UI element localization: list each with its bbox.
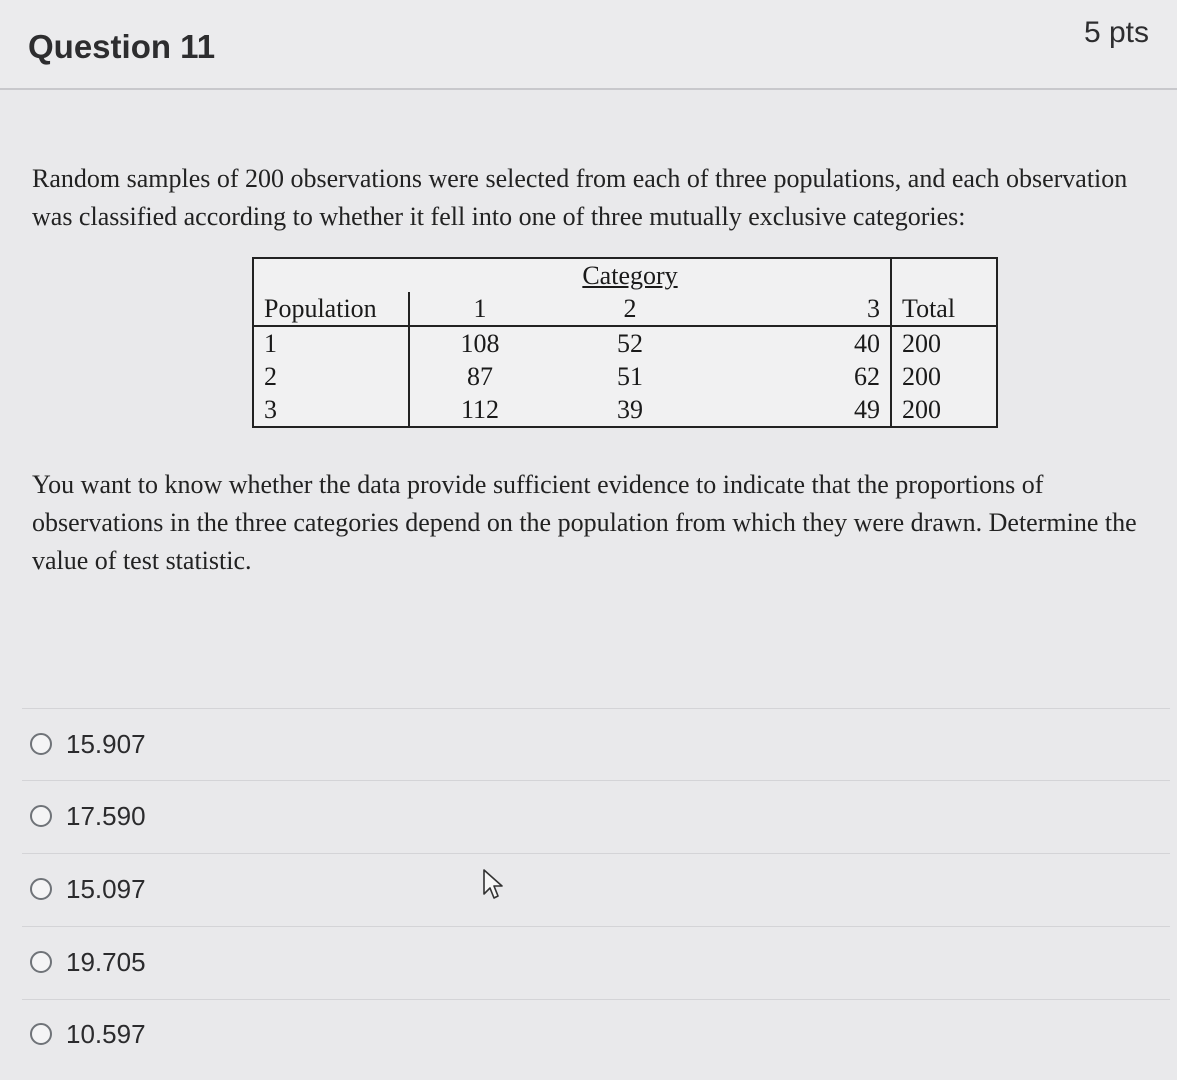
column-header-3: 3	[710, 292, 891, 326]
radio-button[interactable]	[30, 1023, 52, 1045]
table-row: 2 87 51 62 200	[253, 360, 997, 393]
population-header: Population	[253, 292, 409, 326]
divider	[22, 780, 1170, 781]
answer-option-label: 19.705	[66, 946, 146, 977]
question-prompt-intro: Random samples of 200 observations were selected from each of three populations, and each observation was classified according to whether it fell into one of three mutually exclusive categories:	[32, 164, 1128, 231]
answer-option-2[interactable]	[30, 796, 146, 836]
answer-option-3[interactable]	[30, 869, 146, 909]
contingency-table	[252, 257, 998, 428]
category-header: Category	[582, 261, 678, 290]
question-prompt-task: You want to know whether the data provide sufficient evidence to indicate that the proportions of observations in the three categories depend on the population from which they were drawn. Determine the value of test statistic.	[32, 470, 1137, 575]
mouse-pointer-icon	[482, 868, 508, 902]
column-header-1: 1	[409, 292, 550, 326]
answer-option-label: 10.597	[66, 1018, 146, 1049]
question-title: Question 11	[28, 28, 216, 65]
divider	[22, 999, 1170, 1000]
answer-option-label: 17.590	[66, 800, 146, 831]
radio-button[interactable]	[30, 951, 52, 973]
question-header	[0, 0, 1177, 90]
radio-button[interactable]	[30, 733, 52, 755]
answer-option-label: 15.097	[66, 873, 146, 904]
table-corner	[253, 258, 409, 292]
answer-option-4[interactable]	[30, 942, 146, 982]
radio-button[interactable]	[30, 805, 52, 827]
table-row: 3 112 39 49 200	[253, 393, 997, 427]
table-row: 1 108 52 40 200	[253, 326, 997, 360]
total-header: Total	[891, 292, 997, 326]
column-header-2: 2	[550, 292, 710, 326]
answer-option-label: 15.907	[66, 728, 146, 759]
radio-button[interactable]	[30, 878, 52, 900]
divider	[22, 708, 1170, 709]
divider	[22, 853, 1170, 854]
answer-option-5[interactable]	[30, 1014, 146, 1054]
divider	[22, 926, 1170, 927]
question-points: 5 pts	[1083, 16, 1149, 49]
answer-option-1[interactable]	[30, 724, 146, 764]
